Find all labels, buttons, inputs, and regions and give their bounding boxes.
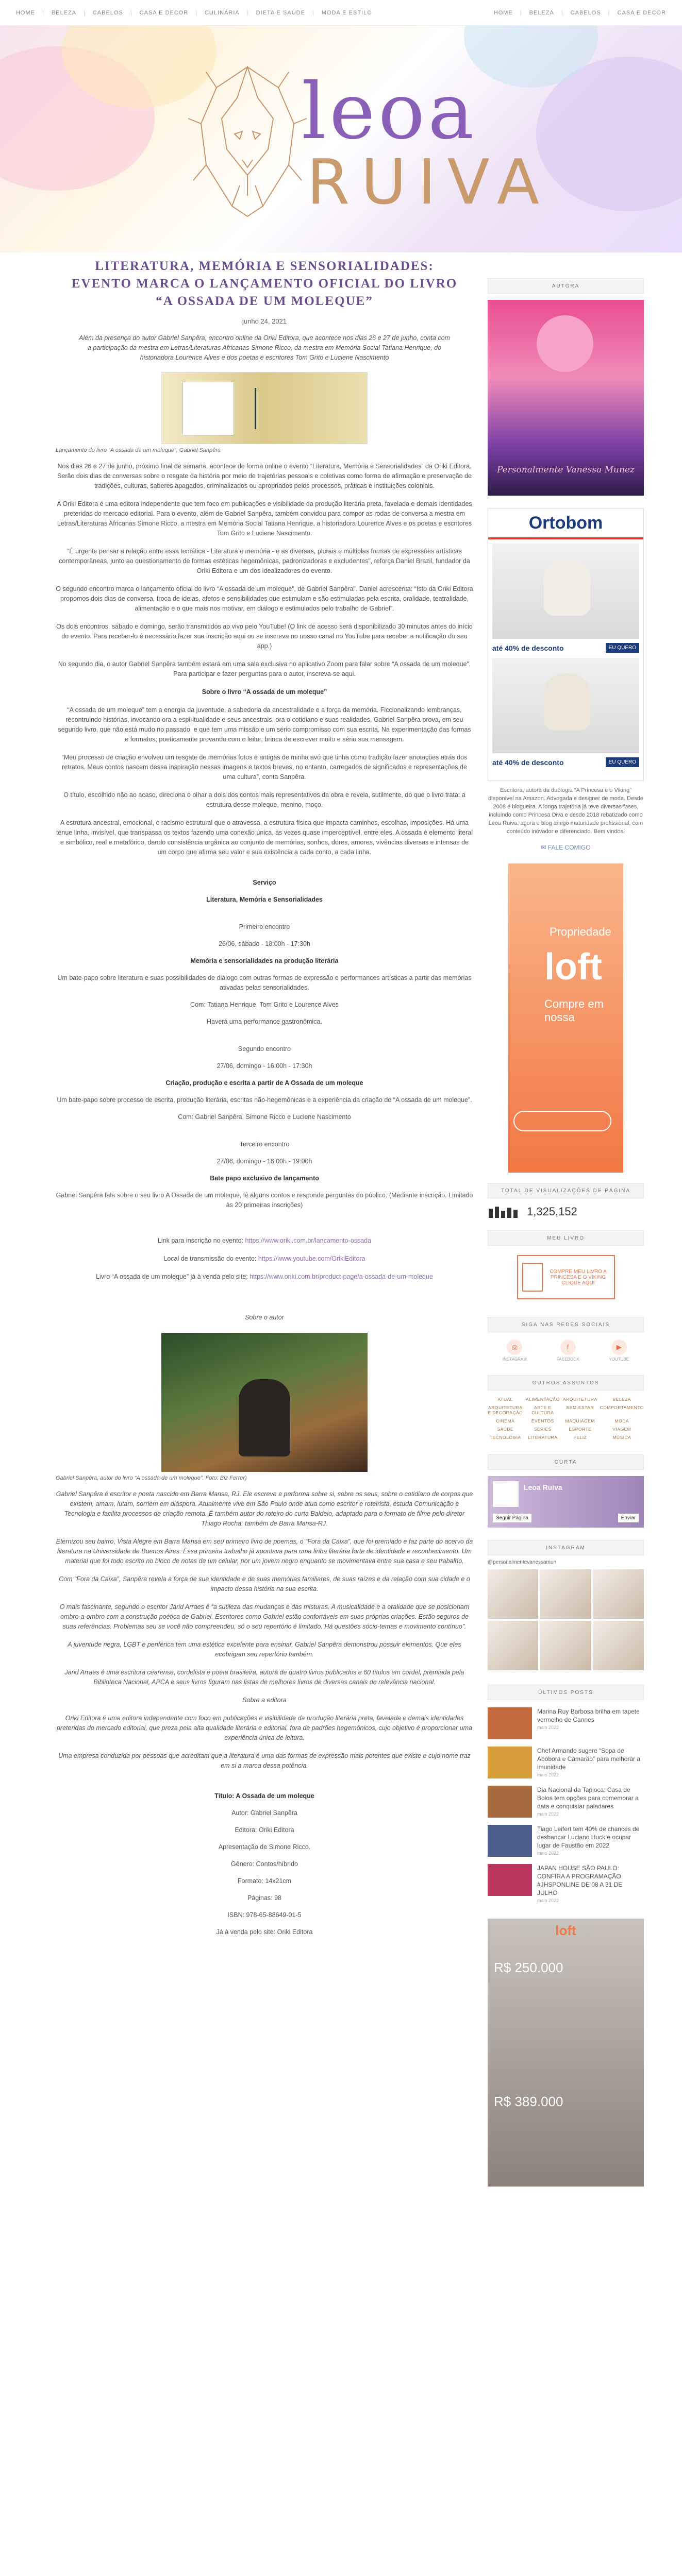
recent-post-title[interactable]: Chef Armando sugere “Sopa de Abóbora e Camarão” para melhorar a imunidade bbox=[537, 1747, 641, 1771]
topic-tag[interactable]: SAÚDE bbox=[497, 1427, 514, 1432]
nav-item[interactable]: CASA E DECOR bbox=[139, 9, 189, 16]
recent-post[interactable] bbox=[488, 1786, 644, 1818]
schedule-line: Terceiro encontro bbox=[239, 1141, 290, 1148]
ad-deal-text-2: até 40% de desconto bbox=[492, 758, 564, 767]
author-signature: Personalmente Vanessa Munez bbox=[497, 465, 635, 475]
paragraph-1: Nos dias 26 e 27 de junho, próximo final de semana, acontece de forma online o evento “Literatura, Memória e Sensorialidades” da Oriki Editora. Serão dois dias de conversas sobre o resgate da história por meio de trajetórias pessoais e coletivas como forma de afirmação e preservação de tradições, culturas, saberes apagados, criminalizados ou apropriados pelos processos, práticas e instituições coloniais. bbox=[57, 463, 472, 489]
recent-post-text bbox=[537, 1786, 644, 1818]
recent-post[interactable] bbox=[488, 1707, 644, 1739]
listing-price-2: R$ 389.000 bbox=[494, 2094, 563, 2109]
recent-post-thumbnail bbox=[488, 1864, 532, 1896]
paragraph-3: “É urgente pensar a relação entre essa temática - Literatura e memória - e as diversas, plurais e múltiplas formas de expressões artísticas contemporâneas, junto ao questionamento de formas estéticas hegemônicas, padronizadoras e excludentes”, reforça Daniel Brazil, fundador da Oriki Editora e um dos idealizadores do evento. bbox=[59, 548, 470, 574]
event-link-label: Link para inscrição no evento: bbox=[157, 1237, 245, 1244]
topic-tag[interactable]: VIAGEM bbox=[612, 1427, 631, 1432]
loft-ad-text: Propriedade bbox=[550, 925, 611, 938]
book-quote-block bbox=[255, 388, 347, 429]
recent-posts-title: ÚLTIMOS POSTS bbox=[488, 1685, 644, 1700]
nav-item[interactable]: HOME bbox=[15, 9, 35, 16]
lion-logo-icon bbox=[186, 57, 309, 222]
nav-separator: | bbox=[84, 9, 86, 16]
schedule-line: Primeiro encontro bbox=[239, 923, 290, 930]
event-links bbox=[56, 1236, 473, 1282]
book-detail-line: Páginas: 98 bbox=[247, 1894, 282, 1902]
book-detail-line: Gênero: Contos/híbrido bbox=[231, 1860, 298, 1868]
bar-graph-icon bbox=[488, 1205, 522, 1219]
loft-listing-brand: loft bbox=[555, 1923, 576, 1938]
author-photo-caption: Gabriel Sanpêra, autor do livro “A ossada de um moleque”. Foto: Biz Ferrer) bbox=[56, 1475, 247, 1481]
recent-post-thumbnail bbox=[488, 1786, 532, 1818]
topic-tag[interactable]: MÚSICA bbox=[612, 1435, 631, 1440]
social-youtube[interactable] bbox=[609, 1340, 629, 1362]
instagram-post[interactable] bbox=[540, 1569, 591, 1619]
social-facebook[interactable] bbox=[557, 1340, 579, 1362]
schedule-line: Com: Tatiana Henrique, Tom Grito e Lourence Alves bbox=[190, 1001, 339, 1008]
recent-posts bbox=[488, 1707, 644, 1903]
nav-separator: | bbox=[42, 9, 44, 16]
loft-ad-button[interactable] bbox=[513, 1111, 611, 1131]
schedule-line: Um bate-papo sobre processo de escrita, produção literária, escritas não-hegemônicas e a experiência da criação de “A ossada de um moleque”. bbox=[57, 1096, 472, 1104]
fb-page-avatar bbox=[493, 1481, 519, 1507]
schedule-line: Segundo encontro bbox=[238, 1045, 291, 1053]
recent-post-thumbnail bbox=[488, 1707, 532, 1739]
schedule-line: 26/06, sábado - 18:00h - 17:30h bbox=[219, 940, 310, 947]
subheading-about-author: Sobre o autor bbox=[245, 1314, 284, 1321]
recent-post-title[interactable]: Dia Nacional da Tapioca: Casa de Bolos tem opções para comemorar a data e conquistar paladares bbox=[537, 1786, 639, 1810]
loft-ad-subtext: Compre em nossa bbox=[544, 997, 604, 1024]
views-counter bbox=[488, 1205, 644, 1219]
recent-post[interactable] bbox=[488, 1825, 644, 1857]
book-details bbox=[56, 1791, 473, 1937]
book-detail-line: Autor: Gabriel Sanpêra bbox=[231, 1809, 297, 1817]
schedule-line: Haverá uma performance gastronômica. bbox=[207, 1018, 322, 1025]
author-image bbox=[488, 300, 644, 496]
topic-tag[interactable]: SÉRIES bbox=[534, 1427, 552, 1432]
post-date: junho 24, 2021 bbox=[242, 317, 287, 325]
recent-post-text bbox=[537, 1825, 644, 1857]
paragraph-6: No segundo dia, o autor Gabriel Sanpêra também estará em uma sala exclusiva no aplicativo Zoom para falar sobre “A ossada de um moleque”. Para participar e fazer perguntas para o autor, inscreva-se aqui. bbox=[58, 660, 471, 677]
ad-product-image-1 bbox=[492, 544, 639, 639]
book-launch-image bbox=[161, 372, 368, 444]
nav-separator: | bbox=[561, 9, 563, 16]
topic-tag[interactable]: ARQUITETURA bbox=[563, 1397, 597, 1402]
author-paragraph-3: Com “Fora da Caixa”, Sanpêra revela a força de sua identidade e de suas memórias familiares, de suas raízes e da relação com sua cidade e o impacto dessa história na sua escrita. bbox=[59, 1575, 470, 1592]
author-paragraph-6: Jarid Arraes é uma escritora cearense, cordelista e poeta brasileira, autora de quatro livros publicados e 60 títulos em cordel, premiada pela Biblioteca Nacional, APCA e seus livros figuram nas listas de melhores livros de diversas canais de relevância nacional. bbox=[64, 1669, 464, 1686]
recent-post-title[interactable]: Marina Ruy Barbosa brilha em tapete vermelho de Cannes bbox=[537, 1708, 640, 1723]
schedule-line: Memória e sensorialidades na produção literária bbox=[190, 957, 339, 964]
nav-separator: | bbox=[312, 9, 314, 16]
subheading-about-book: Sobre o livro “A ossada de um moleque” bbox=[202, 688, 327, 696]
topic-tag[interactable]: LITERATURA bbox=[528, 1435, 558, 1440]
instagram-grid bbox=[488, 1569, 644, 1670]
fb-follow-button[interactable]: Seguir Página bbox=[493, 1514, 531, 1522]
instagram-handle[interactable]: @personalmentevanessamun bbox=[488, 1560, 557, 1565]
nav-separator: | bbox=[195, 9, 198, 16]
ad-deal-text: até 40% de desconto bbox=[492, 643, 564, 652]
book-detail-line: ISBN: 978-65-88649-01-5 bbox=[227, 1911, 302, 1919]
recent-post-date: maio 2022 bbox=[537, 1851, 559, 1856]
mail-icon: ✉ bbox=[541, 844, 546, 851]
cat-figure bbox=[544, 673, 590, 730]
site-header bbox=[0, 26, 682, 252]
nav-item[interactable]: BELEZA bbox=[51, 9, 76, 16]
topic-tag[interactable]: FELIZ bbox=[573, 1435, 587, 1440]
author-paragraph-5: A juventude negra, LGBT e periférica tem uma estética excelente para ensinar, Gabriel Sanpêra demonstrou possuir elementos. Que eles ecobrigam seu repertório também. bbox=[68, 1641, 461, 1658]
event-link-row bbox=[56, 1254, 473, 1264]
like-widget-title: CURTA bbox=[488, 1454, 644, 1470]
topic-tag[interactable]: EVENTOS bbox=[531, 1418, 554, 1423]
topic-tag[interactable]: CINEMA bbox=[496, 1418, 515, 1423]
topic-tag[interactable]: BELEZA bbox=[612, 1397, 631, 1402]
paragraph-10: A estrutura ancestral, emocional, o racismo estrutural que o atravessa, a estrutura física que impacta caminhos, escolhas, imposições. Há uma ténue linha, invisível, que transpassa os textos fazendo uma conexão única, às vezes quase imperceptível, entre eles. A ossada é elemento literal e simbólico, real e metafórico, dando consistência orgânica ao conjunto de memórias, sonhos, dores, amores, vivências diversas e intensas de um corpo que afirma seu valor e sua existência a cada conto, a cada linha. bbox=[56, 819, 473, 856]
social-label-youtube: YOUTUBE bbox=[609, 1357, 629, 1362]
author-paragraph-2: Eternizou seu bairro, Vista Alegre em Barra Mansa em seu primeiro livro de poemas, o “Fora da Caixa”, que foi premiado e faz parte do acervo da literatura na Universidade de Buenos Aires. Essa primeira trabalho já apontava para uma linha literária forte de identidade e reconhecimento. Um material que foi todo escrito no bloco de notas de um celular, por um jovem negro enquanto se movimentava entre sua casa e seu trabalho. bbox=[56, 1538, 473, 1565]
paragraph-7: “A ossada de um moleque” tem a energia da juventude, a sabedoria da ancestralidade e a força da memória. Ficcionalizando lembranças, recontruindo histórias, invocando ora a espiritualidade e seus ancestrais, ora o cotidiano e suas realidades, Gabriel Sanpêra prova, em seu segundo livro, que não está mudo no passado, e que tem uma missão e um sério compromisso com sua escrita. Na experimentação das formas e formatos, poeticamente provando com o leitor, brinca de escrever muito e sério sua mensagem. bbox=[58, 706, 471, 743]
author-figure bbox=[239, 1379, 290, 1456]
instagram-post[interactable] bbox=[540, 1621, 591, 1670]
loft-ad[interactable] bbox=[508, 863, 623, 1173]
paragraph-4: O segundo encontro marca o lançamento oficial do livro “A ossada de um moleque”, de Gabriel Sanpêra”. Daniel acrescenta: “Isto da Oriki Editora propomos dois dias de conversa, troca de ideias, afetos e sensibilidades que estimulam e são estimuladas pela escrita, oralidade, teatralidade, alimentação e o que mais nos motivar, em diálogo e estimulados pelo trabalho de Gabriel”. bbox=[56, 585, 473, 612]
social-label-instagram: INSTAGRAM bbox=[502, 1357, 527, 1362]
event-link-url[interactable]: https://www.youtube.com/OrikiEditora bbox=[258, 1255, 365, 1262]
facebook-page-widget[interactable] bbox=[488, 1476, 644, 1528]
post-title: LITERATURA, MEMÓRIA E SENSORIALIDADES: EVENTO MARCA O LANÇAMENTO OFICIAL DO LIVRO “A OSSADA DE UM MOLEQUE” bbox=[71, 259, 458, 308]
nav-item[interactable]: CASA E DECOR bbox=[617, 9, 667, 16]
topic-tags bbox=[488, 1397, 644, 1440]
book-detail-line: Apresentação de Simone Ricco. bbox=[218, 1843, 311, 1851]
loft-listing-ad[interactable] bbox=[488, 1919, 644, 2187]
nav-separator: | bbox=[130, 9, 132, 16]
topic-tag[interactable]: ALIMENTAÇÃO bbox=[525, 1397, 560, 1402]
instagram-widget-title: INSTAGRAM bbox=[488, 1540, 644, 1555]
recent-post-date: maio 2022 bbox=[537, 1898, 559, 1903]
topic-tag[interactable]: TECNOLOGIA bbox=[489, 1435, 521, 1440]
paragraph-2: A Oriki Editora é uma editora independente que tem foco em publicações e visibilidade da produção literária preta, favelada e demais identidades preteridas do mercado editorial. Para o evento, além de Gabriel Sanpêra, também convidou para compor as rodas de conversa a mestra em Letras/Literaturas Africanas Simone Ricco, a mestra em Memória Social Tatiana Henrique, a historiadora Lourence Alves e os poetas e escritores Tom Grito e Luciene Nascimento. bbox=[57, 500, 472, 537]
paragraph-8: “Meu processo de criação envolveu um resgate de memórias fotos e antigas de minha avó que tinha como tradição fazer anotações atrás dos retratos. Meus contos nascem dessa inspiração nessas imagens e textos breves, no entanto, carregados de significados e representações de uma cultura”, conta Sanpêra. bbox=[61, 754, 468, 781]
social-links bbox=[488, 1340, 644, 1362]
brand-word-leoa: leoa bbox=[302, 67, 477, 157]
book-icon bbox=[522, 1263, 543, 1292]
ad-divider bbox=[488, 537, 643, 539]
contact-label: FALE COMIGO bbox=[547, 844, 591, 851]
topic-tag[interactable]: MAQUIAGEM bbox=[565, 1418, 595, 1423]
book-widget-title: MEU LIVRO bbox=[488, 1230, 644, 1246]
topic-tag[interactable]: ESPORTE bbox=[569, 1427, 592, 1432]
schedule-line: 27/06, domingo - 16:00h - 17:30h bbox=[217, 1062, 312, 1070]
ad-cta-button-2[interactable]: EU QUERO bbox=[606, 757, 639, 767]
facebook-icon: f bbox=[560, 1340, 576, 1355]
nav-item[interactable]: CABELOS bbox=[570, 9, 601, 16]
author-face bbox=[537, 315, 593, 372]
paragraph-5: Os dois encontros, sábado e domingo, serão transmitidos ao vivo pelo YouTube! (O link de acesso será disponibilizado 30 minutos antes do início do evento. Para receber-lo é necessário fazer sua inscrição aqui ou se inscreva no nosso canal no YouTube para receber a notificação do seu app.) bbox=[56, 623, 473, 650]
listing-price-1: R$ 250.000 bbox=[494, 1960, 563, 1975]
contact-link[interactable] bbox=[488, 844, 644, 851]
nav-item[interactable]: CULINÁRIA bbox=[205, 9, 240, 16]
youtube-icon: ▶ bbox=[611, 1340, 627, 1355]
schedule-line: Um bate-papo sobre literatura e suas possibilidades de diálogo com outras formas de expressão e performances artísticas a partir das memórias ativadas pelas sensorialidades. bbox=[57, 974, 472, 991]
book-detail-line: Editora: Oriki Editora bbox=[235, 1826, 294, 1834]
author-bio: Escritora, autora da duologia “A Princesa e o Viking” disponível na Amazon. Advogada e designer de moda. Desde 2008 é blogueira. A longa trajetória já teve diversas fases, incluindo como Princesa Diva e desde 2018 rebatizado como Leoa Ruiva, agora é blog amigo maturidade profissional, com conteúdo inovador e diferenciado. Bem vindos! bbox=[488, 787, 643, 835]
event-link-row bbox=[56, 1236, 473, 1246]
social-widget-title: SIGA NAS REDES SOCIAIS bbox=[488, 1317, 644, 1332]
nav-left bbox=[13, 10, 375, 16]
author-paragraph-1: Gabriel Sanpêra é escritor e poeta nascido em Barra Mansa, RJ. Ele escreve e performa sobre si, sobre os seus, sobre o cotidiano de corpos que existem, amam, lutam, sorriem em diáspora. Atualmente vive em São Paulo onde atua como escritor e roteirista, estuda Comunicação e Tecnologia e facilita processos de criação remota. É também autor do roteiro do curta Baldeio, adaptado para o formato de filme pelo diretor Thiago Rocha, também de Barra Mansa-RJ. bbox=[56, 1490, 473, 1527]
sidebar bbox=[488, 278, 644, 2187]
social-label-facebook: FACEBOOK bbox=[556, 1357, 579, 1362]
topic-tag[interactable]: ATUAL bbox=[497, 1397, 513, 1402]
recent-post[interactable] bbox=[488, 1864, 644, 1903]
book-cover bbox=[182, 382, 234, 435]
fb-share-button[interactable]: Enviar bbox=[618, 1514, 639, 1522]
topic-tag[interactable]: COMPORTAMENTO bbox=[600, 1405, 644, 1410]
topic-tag[interactable]: BEM-ESTAR bbox=[566, 1405, 594, 1410]
author-photo bbox=[161, 1333, 368, 1472]
site-logo[interactable] bbox=[186, 57, 551, 227]
schedule-line: 27/06, domingo - 18:00h - 19:00h bbox=[217, 1158, 312, 1165]
ad-offer-row-1 bbox=[488, 643, 643, 653]
top-navigation bbox=[0, 0, 682, 26]
instagram-post[interactable] bbox=[593, 1569, 644, 1619]
views-widget-title: TOTAL DE VISUALIZAÇÕES DE PÁGINA bbox=[488, 1183, 644, 1198]
ad-cta-button[interactable]: EU QUERO bbox=[606, 643, 639, 653]
nav-item[interactable]: BELEZA bbox=[529, 9, 554, 16]
event-link-row bbox=[56, 1272, 473, 1282]
topic-tag[interactable]: ARTE E CULTURA bbox=[531, 1405, 554, 1415]
topics-widget-title: OUTROS ASSUNTOS bbox=[488, 1375, 644, 1391]
topic-tag[interactable]: ARQUITETURA E DECORAÇÃO bbox=[488, 1405, 523, 1415]
ortobom-ad[interactable] bbox=[488, 508, 644, 781]
event-link-label: Livro “A ossada de um moleque” já à venda pelo site: bbox=[96, 1273, 250, 1280]
ad-product-image-2 bbox=[492, 658, 639, 753]
schedule-line: Literatura, Memória e Sensorialidades bbox=[206, 896, 323, 903]
instagram-post[interactable] bbox=[488, 1621, 538, 1670]
brand-word-ruiva: RUIVA bbox=[307, 147, 551, 218]
recent-post-text bbox=[537, 1864, 644, 1903]
social-instagram[interactable] bbox=[503, 1340, 527, 1362]
schedule-line: Serviço bbox=[253, 879, 276, 886]
author-paragraph-4: O mais fascinante, segundo o escritor Jarid Arraes é “a sutileza das mudanças e das misturas. A musicalidade e a oralidade que se posicionam ombro-a-ombro com a construção poética de Gabriel. Escritores como Gabriel estão confortáveis em suas próprias criações. Estão seguros de suas referências. Problemas seu se você não compreendeu, só o seu repertório é limitado. Há questões sócio-temas e movimento contínuo”. bbox=[59, 1603, 470, 1630]
recent-post-date: maio 2022 bbox=[537, 1811, 559, 1817]
instagram-icon: ◎ bbox=[507, 1340, 522, 1355]
nav-item[interactable]: DIETA E SAÚDE bbox=[256, 9, 305, 16]
recent-post-thumbnail bbox=[488, 1747, 532, 1778]
book-detail-line: Título: A Ossada de um moleque bbox=[214, 1792, 314, 1800]
views-count: 1,325,152 bbox=[527, 1205, 577, 1218]
book-image-caption: Lançamento do livro “A ossada de um moleque”; Gabriel Sanpêra bbox=[56, 447, 221, 453]
nav-separator: | bbox=[608, 9, 610, 16]
fb-page-name: Leoa Ruiva bbox=[524, 1483, 562, 1492]
nav-item[interactable]: CABELOS bbox=[92, 9, 123, 16]
event-link-url[interactable]: https://www.oriki.com.br/product-page/a-ossada-de-um-moleque bbox=[249, 1273, 433, 1280]
recent-post-text bbox=[537, 1707, 644, 1739]
schedule-line: Com: Gabriel Sanpêra, Simone Ricco e Luciene Nascimento bbox=[178, 1113, 351, 1121]
instagram-post[interactable] bbox=[593, 1621, 644, 1670]
topic-tag[interactable]: MODA bbox=[614, 1418, 629, 1423]
nav-separator: | bbox=[246, 9, 249, 16]
schedule-line: Criação, produção e escrita a partir de A Ossada de um moleque bbox=[165, 1079, 363, 1087]
recent-post-thumbnail bbox=[488, 1825, 532, 1857]
ad-brand: Ortobom bbox=[528, 513, 603, 533]
schedule-line: Bate papo exclusivo de lançamento bbox=[210, 1175, 319, 1182]
nav-item[interactable]: MODA E ESTILO bbox=[321, 9, 372, 16]
recent-post-title[interactable]: JAPAN HOUSE SÃO PAULO: CONFIRA A PROGRAMAÇÃO #JHSPONLINE DE 08 A 31 DE JULHO bbox=[537, 1865, 623, 1896]
loft-ad-brand: loft bbox=[544, 946, 602, 988]
subheading-about-publisher: Sobre a editora bbox=[242, 1697, 287, 1704]
recent-post-title[interactable]: Tiago Leifert tem 40% de chances de desbancar Luciano Huck e ocupar lugar de Faustão em 2022 bbox=[537, 1825, 640, 1849]
event-link-label: Local de transmissão do evento: bbox=[163, 1255, 258, 1262]
post-article bbox=[56, 258, 473, 1937]
recent-post[interactable] bbox=[488, 1747, 644, 1778]
buy-book-text: COMPRE MEU LIVRO A PRINCESA E O VIKING CLIQUE AQUI bbox=[550, 1268, 607, 1286]
book-detail-line: Formato: 14x21cm bbox=[237, 1877, 292, 1885]
puppy-figure bbox=[544, 559, 590, 616]
publisher-paragraph-2: Uma empresa conduzida por pessoas que acreditam que a literatura é uma das formas de expressão mais potentes que existe e cujo nome traz em si a marca dessa potência. bbox=[58, 1752, 471, 1769]
nav-right bbox=[491, 10, 669, 16]
book-detail-line: Já à venda pelo site: Oriki Editora bbox=[216, 1928, 313, 1936]
post-intro: Além da presença do autor Gabriel Sanpêra, encontro online da Oriki Editora, que acontece nos dias 26 e 27 de junho, conta com a participação da mestra em Letras/Literaturas Africanas Simone Ricco, da mestra em Memória Social Tatiana Henrique, do historiadora Lourence Alves e dos poetas e escritores Tom Grito e Luciene Nascimento bbox=[79, 334, 450, 361]
author-widget-title: AUTORA bbox=[488, 278, 644, 294]
ad-offer-row-2 bbox=[488, 757, 643, 767]
event-link-url[interactable]: https://www.oriki.com.br/lancamento-ossada bbox=[245, 1237, 372, 1244]
recent-post-date: maio 2022 bbox=[537, 1772, 559, 1777]
schedule-line: Gabriel Sanpêra fala sobre o seu livro A Ossada de um moleque, lê alguns contos e responde perguntas do público. (Mediante inscrição. Limitado às 20 primeiras inscrições) bbox=[56, 1192, 473, 1209]
nav-separator: | bbox=[520, 9, 522, 16]
paragraph-9: O título, escolhido não ao acaso, direciona o olhar a dois dos contos mais representativos da obra e revela, sutilmente, do que o livro trata: a estrutura desse moleque, menino, moço. bbox=[63, 791, 465, 808]
publisher-paragraph-1: Oriki Editora é uma editora independente com foco em publicações e visibilidade da produção literária preta, favelada e demais identidades preteridas do mercado editorial, que preza pela alta qualidade literária e editorial, fora de padrões hegemônicos, cujo objetivo é proporcionar uma experiência única de leitura. bbox=[56, 1715, 473, 1741]
recent-post-text bbox=[537, 1747, 644, 1778]
nav-item[interactable]: HOME bbox=[493, 9, 513, 16]
event-schedule bbox=[56, 878, 473, 1210]
instagram-post[interactable] bbox=[488, 1569, 538, 1619]
buy-book-banner[interactable] bbox=[517, 1255, 615, 1299]
recent-post-date: maio 2022 bbox=[537, 1725, 559, 1730]
